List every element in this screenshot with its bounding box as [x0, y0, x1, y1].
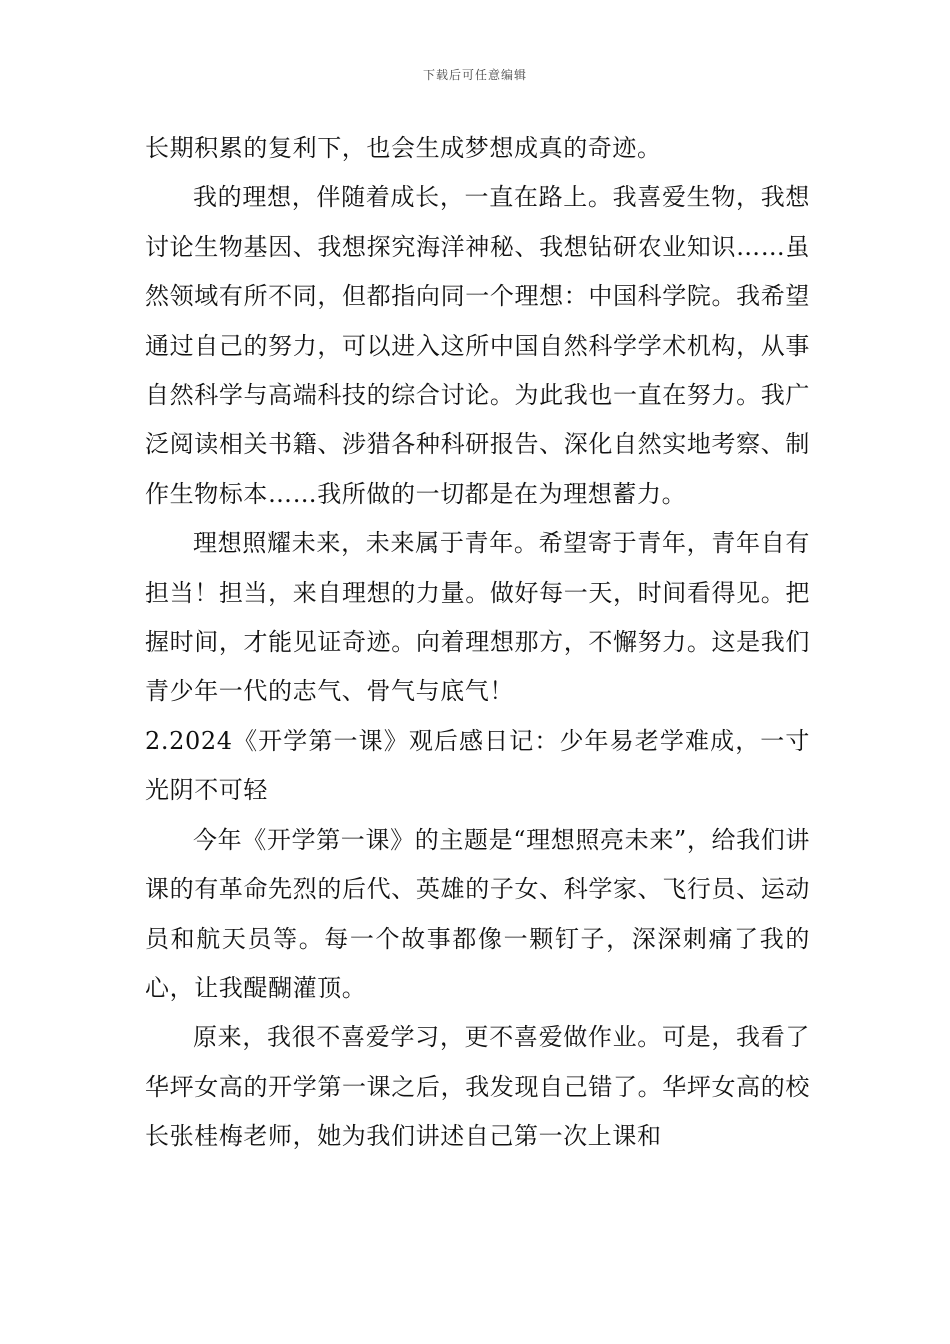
page-header-note: 下载后可任意编辑 [422, 68, 527, 82]
document-body [145, 124, 810, 1162]
paragraph-reflection: 原来，我很不喜爱学习，更不喜爱做作业。可是，我看了华坪女高的开学第一课之后，我发现自己错了。华坪女高的校长张桂梅老师，她为我们讲述自己第一次上课和 [145, 1023, 810, 1151]
paragraph-ideal-biology: 我的理想，伴随着成长，一直在路上。我喜爱生物，我想讨论生物基因、我想探究海洋神秘、我想钻研农业知识……虽然领域有所不同，但都指向同一个理想：中国科学院。我希望通过自己的努力，可以进入这所中国自然科学学术机构，从事自然科学与高端科技的综合讨论。为此我也一直在努力。我广泛阅读相关书籍、涉猎各种科研报告、深化自然实地考察、制作生物标本……我所做的一切都是在为理想蓄力。 [145, 183, 810, 508]
paragraph-lesson-theme: 今年《开学第一课》的主题是“理想照亮未来”，给我们讲课的有革命先烈的后代、英雄的子女、科学家、飞行员、运动员和航天员等。每一个故事都像一颗钉子，深深刺痛了我的心，让我醍醐灌顶。 [145, 825, 810, 1002]
section-heading: 2.2024《开学第一课》观后感日记：少年易老学难成，一寸光阴不可轻 [145, 726, 810, 805]
paragraph-ideal-future: 理想照耀未来，未来属于青年。希望寄于青年，青年自有担当！担当，来自理想的力量。做好每一天，时间看得见。把握时间，才能见证奇迹。向着理想那方，不懈努力。这是我们青少年一代的志气、骨气与底气！ [145, 529, 810, 706]
paragraph-continuation: 长期积累的复利下，也会生成梦想成真的奇迹。 [145, 134, 662, 162]
